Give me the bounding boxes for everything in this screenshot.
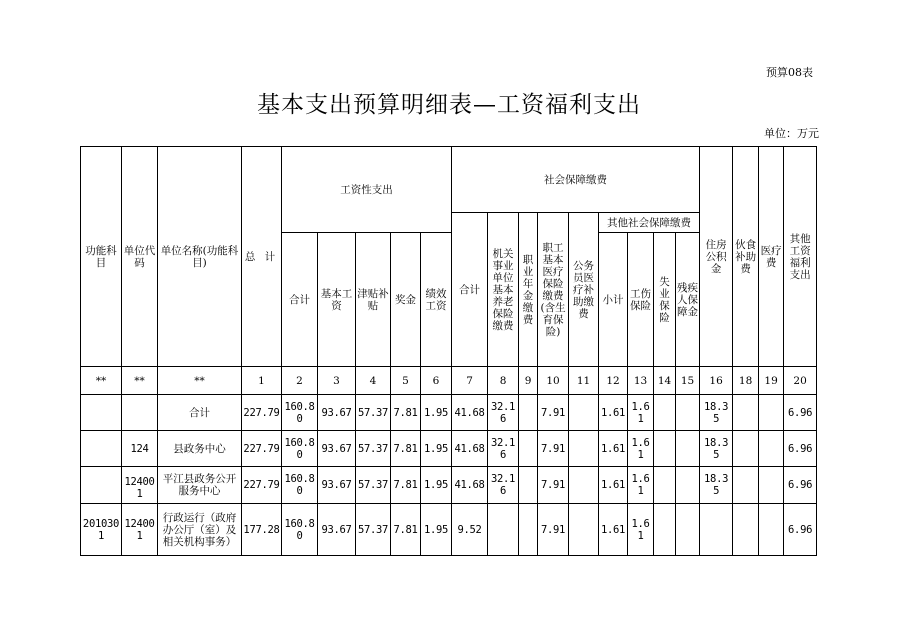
unit-label: 单位：万元	[764, 127, 819, 140]
value-cell	[654, 504, 676, 556]
header-medical-ins: 职工基本医疗保险缴费(含生育保险)	[538, 213, 569, 367]
func-code-cell: 2010301	[81, 504, 122, 556]
unit-name-cell: 行政运行（政府办公厅（室）及相关机构事务）	[158, 504, 242, 556]
header-wage-group: 工资性支出	[282, 147, 452, 233]
value-cell: 93.67	[318, 395, 356, 431]
value-cell: 57.37	[356, 395, 391, 431]
value-cell	[700, 504, 733, 556]
index-cell: 16	[700, 367, 733, 395]
index-cell: 18	[733, 367, 759, 395]
table-row	[81, 504, 817, 556]
index-cell: 7	[452, 367, 488, 395]
value-cell	[654, 431, 676, 467]
value-cell: 18.35	[700, 395, 733, 431]
value-cell: 1.95	[421, 467, 452, 504]
expenditure-table	[80, 146, 817, 556]
header-total: 总 计	[242, 147, 282, 367]
index-cell: 5	[391, 367, 421, 395]
value-cell	[519, 467, 538, 504]
value-cell: 7.91	[538, 395, 569, 431]
header-annuity: 职业年金缴费	[519, 213, 538, 367]
header-other-wage: 其他工资福利支出	[784, 147, 817, 367]
unit-code-cell: 124001	[122, 467, 158, 504]
value-cell: 227.79	[242, 395, 282, 431]
value-cell: 6.96	[784, 504, 817, 556]
index-cell: **	[81, 367, 122, 395]
unit-code-cell	[122, 395, 158, 431]
value-cell: 93.67	[318, 431, 356, 467]
func-code-cell	[81, 395, 122, 431]
header-housing-fund: 住房公积金	[700, 147, 733, 367]
header-social-subtotal: 合计	[452, 213, 488, 367]
value-cell: 32.16	[488, 431, 519, 467]
value-cell: 7.91	[538, 467, 569, 504]
value-cell: 160.80	[282, 395, 318, 431]
value-cell: 9.52	[452, 504, 488, 556]
value-cell: 6.96	[784, 431, 817, 467]
value-cell	[676, 395, 700, 431]
value-cell: 41.68	[452, 467, 488, 504]
header-civil-medical: 公务员医疗补助缴费	[569, 213, 599, 367]
index-cell: 13	[628, 367, 654, 395]
header-unit-name: 单位名称(功能科目)	[158, 147, 242, 367]
value-cell	[654, 395, 676, 431]
table-row	[81, 467, 817, 504]
value-cell	[759, 395, 784, 431]
value-cell	[759, 467, 784, 504]
value-cell	[519, 395, 538, 431]
value-cell: 7.91	[538, 504, 569, 556]
value-cell	[759, 431, 784, 467]
header-unit-code: 单位代码	[122, 147, 158, 367]
index-cell: 6	[421, 367, 452, 395]
index-cell: 11	[569, 367, 599, 395]
value-cell: 93.67	[318, 504, 356, 556]
value-cell	[569, 504, 599, 556]
value-cell	[733, 467, 759, 504]
header-bonus: 奖金	[391, 233, 421, 367]
header-pension: 机关事业单位基本养老保险缴费	[488, 213, 519, 367]
index-cell: 4	[356, 367, 391, 395]
header-other-social-group: 其他社会保障缴费	[599, 213, 700, 233]
header-medical-fee: 医疗费	[759, 147, 784, 367]
table-row	[81, 395, 817, 431]
value-cell	[519, 504, 538, 556]
index-cell: 12	[599, 367, 628, 395]
header-unemployment: 失业保险	[654, 233, 676, 367]
index-cell: **	[158, 367, 242, 395]
value-cell	[519, 431, 538, 467]
value-cell: 93.67	[318, 467, 356, 504]
unit-code-cell: 124	[122, 431, 158, 467]
value-cell	[759, 504, 784, 556]
unit-name-cell: 县政务中心	[158, 431, 242, 467]
value-cell: 32.16	[488, 467, 519, 504]
header-basic-wage: 基本工资	[318, 233, 356, 367]
value-cell: 1.61	[628, 467, 654, 504]
value-cell	[654, 467, 676, 504]
value-cell: 160.80	[282, 431, 318, 467]
value-cell: 41.68	[452, 395, 488, 431]
header-allowance: 津贴补贴	[356, 233, 391, 367]
value-cell: 6.96	[784, 395, 817, 431]
unit-name-cell: 合计	[158, 395, 242, 431]
value-cell: 18.35	[700, 431, 733, 467]
value-cell	[569, 431, 599, 467]
header-meal-allowance: 伙食补助费	[733, 147, 759, 367]
value-cell	[676, 504, 700, 556]
value-cell: 1.61	[628, 504, 654, 556]
value-cell	[676, 467, 700, 504]
value-cell: 6.96	[784, 467, 817, 504]
value-cell: 160.80	[282, 504, 318, 556]
index-cell: 8	[488, 367, 519, 395]
func-code-cell	[81, 431, 122, 467]
index-cell: 20	[784, 367, 817, 395]
value-cell: 1.61	[599, 395, 628, 431]
table-row	[81, 431, 817, 467]
value-cell: 1.61	[599, 504, 628, 556]
value-cell: 7.81	[391, 504, 421, 556]
header-social-group: 社会保障缴费	[452, 147, 700, 213]
value-cell	[733, 431, 759, 467]
unit-name-cell: 平江县政务公开服务中心	[158, 467, 242, 504]
header-func-code: 功能科目	[81, 147, 122, 367]
value-cell	[569, 395, 599, 431]
index-cell: 15	[676, 367, 700, 395]
value-cell: 1.95	[421, 395, 452, 431]
value-cell: 57.37	[356, 504, 391, 556]
value-cell: 32.16	[488, 395, 519, 431]
func-code-cell	[81, 467, 122, 504]
value-cell: 18.35	[700, 467, 733, 504]
value-cell: 1.61	[628, 431, 654, 467]
value-cell: 227.79	[242, 431, 282, 467]
header-disability: 残疾人保障金	[676, 233, 700, 367]
index-cell: 1	[242, 367, 282, 395]
value-cell	[733, 395, 759, 431]
value-cell: 57.37	[356, 467, 391, 504]
header-other-subtotal: 小计	[599, 233, 628, 367]
header-wage-subtotal: 合计	[282, 233, 318, 367]
index-cell: 2	[282, 367, 318, 395]
index-cell: 3	[318, 367, 356, 395]
value-cell	[569, 467, 599, 504]
value-cell: 41.68	[452, 431, 488, 467]
index-cell: 10	[538, 367, 569, 395]
value-cell: 7.81	[391, 431, 421, 467]
value-cell: 57.37	[356, 431, 391, 467]
value-cell: 227.79	[242, 467, 282, 504]
index-cell: 14	[654, 367, 676, 395]
value-cell: 177.28	[242, 504, 282, 556]
value-cell: 7.81	[391, 395, 421, 431]
value-cell: 1.95	[421, 504, 452, 556]
header-row-1	[81, 147, 817, 213]
value-cell: 1.61	[628, 395, 654, 431]
unit-code-cell: 124001	[122, 504, 158, 556]
form-number: 预算08表	[766, 66, 813, 79]
index-row	[81, 367, 817, 395]
value-cell: 1.95	[421, 431, 452, 467]
value-cell	[676, 431, 700, 467]
header-performance: 绩效工资	[421, 233, 452, 367]
value-cell: 1.61	[599, 467, 628, 504]
value-cell: 7.81	[391, 467, 421, 504]
value-cell: 7.91	[538, 431, 569, 467]
value-cell	[488, 504, 519, 556]
index-cell: 9	[519, 367, 538, 395]
value-cell: 1.61	[599, 431, 628, 467]
page-title: 基本支出预算明细表—工资福利支出	[257, 92, 641, 118]
value-cell	[733, 504, 759, 556]
index-cell: 19	[759, 367, 784, 395]
value-cell: 160.80	[282, 467, 318, 504]
header-injury: 工伤保险	[628, 233, 654, 367]
index-cell: **	[122, 367, 158, 395]
